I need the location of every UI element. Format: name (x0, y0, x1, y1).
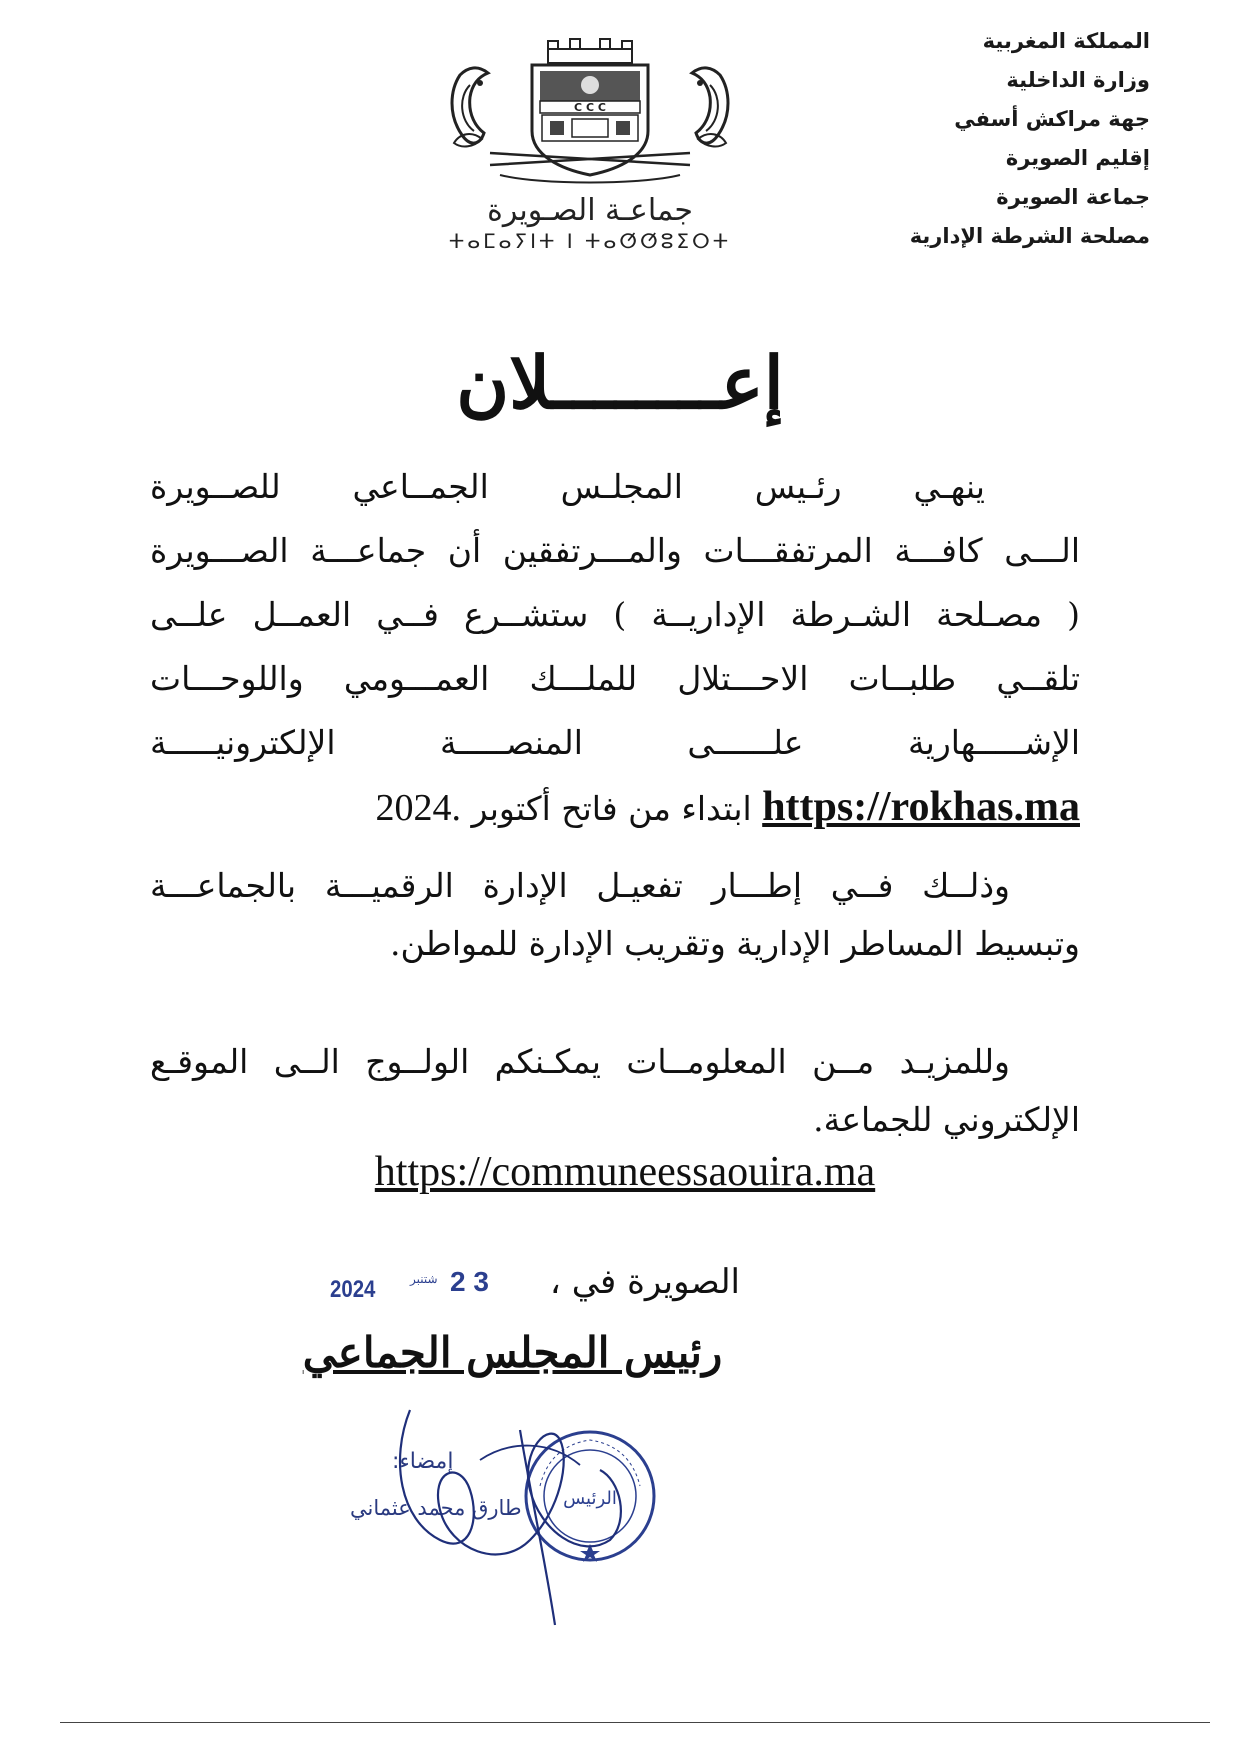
signature-label: إمضاء: (392, 1449, 454, 1474)
stamp-month: شتنبر (410, 1272, 438, 1286)
announcement-paragraph-2 (150, 857, 1080, 973)
rokhas-link[interactable]: https://rokhas.ma (762, 784, 1080, 830)
stamp-year: 2024 (330, 1276, 376, 1303)
para2-line-2: وتبسيط المساطر الإدارية وتقريب الإدارة للمواطن. (389, 924, 1080, 963)
commune-website-link[interactable]: https://communeessaouira.ma (374, 1149, 876, 1195)
para1-line-5: الإشـــــهارية علــــــى المنصـــــة الإلكترونيـــــة (150, 723, 1080, 762)
announcement-paragraph-1 (150, 455, 1080, 841)
para2-line-1: وذلــك فــي إطـــار تفعيـل الإدارة الرقميـــة بالجماعـــة (150, 866, 1010, 905)
svg-text:C C C: C C C (574, 101, 606, 114)
header-line-ministry: وزارة الداخلية (1006, 68, 1150, 92)
para3-line-1: وللمزيـد مــن المعلومــات يمكـنكم الولــوج الــى الموقـع (150, 1042, 1010, 1081)
para3-line-2: الإلكتروني للجماعة. (813, 1100, 1080, 1139)
header-line-kingdom: المملكة المغربية (982, 29, 1150, 53)
header-line-province: إقليم الصويرة (1005, 146, 1150, 170)
header-line-service: مصلحة الشرطة الإدارية (909, 224, 1150, 248)
logo-tifinagh-name: ⵜⴰⵎⴰⵢⵏⵜ ⵏ ⵜⴰⵚⵚⵓⵉⵔⵜ (448, 229, 732, 253)
signer-title: رئيس المجلس الجماعي (302, 1328, 723, 1377)
para1-line-4: تلقــي طلبــات الاحـــتلال للملـــك العمـــومي واللوحـــات (150, 659, 1080, 698)
coat-of-arms-icon (440, 35, 740, 195)
logo-arabic-name: جماعـة الصـويرة (487, 193, 693, 228)
start-year: 2024. (375, 787, 462, 829)
signer-name: طارق محمد عثماني (350, 1496, 522, 1520)
seal-text: الرئيس (563, 1488, 617, 1509)
para1-line-1: ينهـي رئـيس المجلـس الجمــاعي للصــويرة (150, 467, 985, 506)
footer-divider (60, 1722, 1210, 1723)
start-date-text: ابتداء من فاتح أكتوبر (471, 789, 752, 828)
para1-line-6 (150, 775, 1080, 841)
header-line-region: جهة مراكش أسفي (954, 107, 1150, 131)
announcement-title: إعــــــــلان (456, 340, 784, 425)
signature-icon (370, 1370, 670, 1640)
stamp-day: 2 3 (450, 1266, 489, 1297)
para1-line-3: ( مصـلحة الشـرطة الإداريــة ) ستشــرع فــي العمــل علــى (150, 595, 1080, 634)
place-date-label: الصويرة في ، (549, 1262, 740, 1302)
administrative-header (790, 22, 1150, 256)
para1-line-2: الـــى كافـــة المرتفقـــات والمـــرتفقين أن جماعـــة الصـــويرة (150, 531, 1080, 570)
commune-logo (440, 35, 740, 253)
header-line-commune: جماعة الصويرة (996, 185, 1150, 209)
announcement-paragraph-3 (150, 1033, 1080, 1149)
